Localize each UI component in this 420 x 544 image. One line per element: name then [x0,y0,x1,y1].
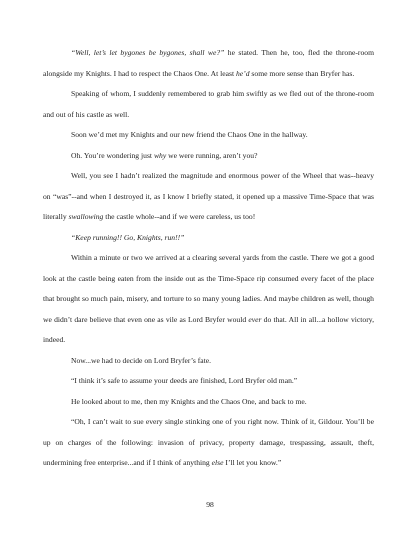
paragraph [43,43,374,84]
body-text [43,43,374,474]
text-run: Soon we’d met my Knights and our new friend the Chaos One in the hallway. [71,130,308,139]
text-run: I’ll let you know.” [223,458,282,467]
text-run: “I think it’s safe to assume your deeds are finished, Lord Bryfer old man.” [71,376,298,385]
italic-text: ever [248,314,262,324]
text-run: Now...we had to decide on Lord Bryfer’s fate. [71,355,212,365]
text-run: “Oh, I can’t wait to sue every single stinking one of you right now. Think of it, Gildour. You’ll be up on charges of the following: invasion of privacy, property damage, trespassing, assault, theft, undermining free enterprise...and if I think of anything [43,417,374,467]
italic-text: swallowing [68,212,104,221]
text-run: do that. All in all...a hollow victory, indeed. [43,314,374,344]
paragraph [43,412,374,474]
text-run: the castle whole--and if we were careless, us too! [103,212,256,221]
paragraph [43,371,374,392]
text-run: Within a minute or two we arrived at a clearing several yards from the castle. There we got a good look at the castle being eaten from the inside out as the Time-Space rip consumed every facet of the place that brought so much pain, misery, and torture to so many young ladies. And maybe children as well, though we didn’t dare believe that even one as vile as Lord Bryfer would [43,253,374,324]
paragraph [43,125,374,146]
italic-text: “Keep running!! Go, Knights, run!!” [71,232,185,242]
italic-text: why [153,150,167,160]
text-run: we were running, aren’t you? [166,150,258,160]
paragraph [43,166,374,228]
italic-text: he’d [235,68,250,78]
text-run: some more sense than Bryfer has. [249,68,355,78]
page-number: 98 [206,500,214,509]
paragraph [43,228,374,249]
text-run: he stated. Then he, too, fled the throne-room alongside my Knights. I had to respect the Chaos One. At least [43,48,374,78]
text-run: Well, you see I hadn’t realized the magnitude and enormous power of the Wheel that was--heavy on “was”--and when I destroyed it, as I know I briefly stated, it opened up a massive Time-Space that was literally [43,171,374,221]
italic-text: “Well, let’s let bygones be bygones, shall we?” [71,48,225,57]
paragraph [43,146,374,167]
paragraph [43,84,374,125]
italic-text: else [211,458,224,467]
text-run: Speaking of whom, I suddenly remembered to grab him swiftly as we fled out of the throne-room and out of his castle as well. [43,89,374,119]
paragraph [43,351,374,372]
paragraph [43,248,374,351]
paragraph [43,392,374,413]
text-run: He looked about to me, then my Knights and the Chaos One, and back to me. [71,396,307,406]
text-run: Oh. You’re wondering just [71,150,154,160]
